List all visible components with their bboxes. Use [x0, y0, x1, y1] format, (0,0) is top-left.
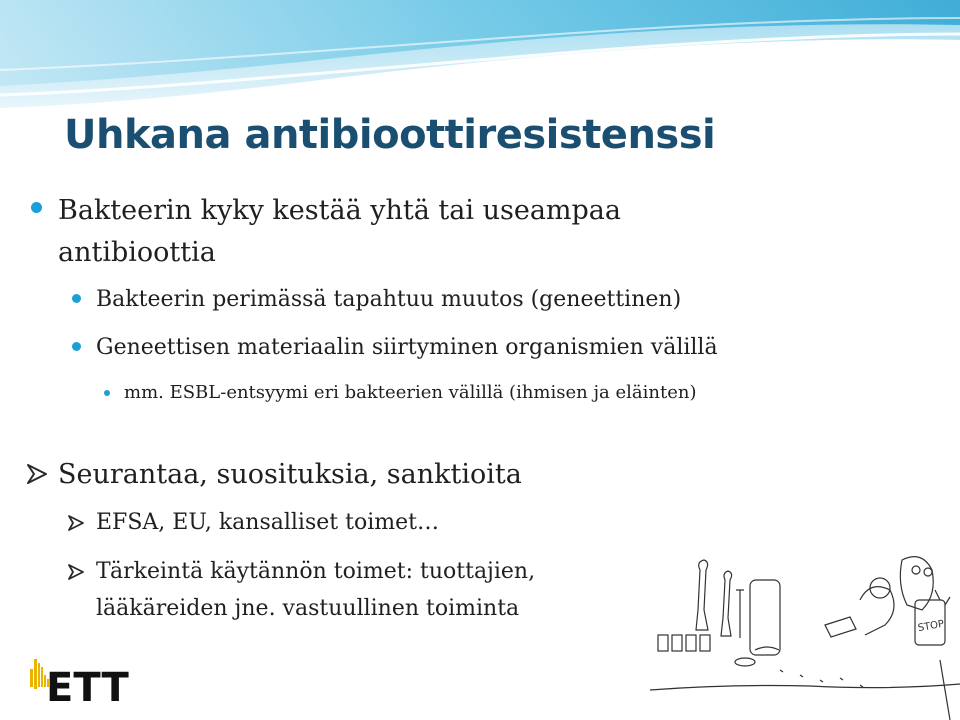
- ett-logo: [30, 645, 130, 705]
- bullet-2-sub-2-line2: lääkäreiden jne. vastuullinen toiminta: [96, 596, 520, 621]
- cartoon-illustration: [640, 540, 960, 720]
- bullet-2-text: Seurantaa, suosituksia, sanktioita: [58, 459, 522, 490]
- header-wave-decoration: [0, 0, 960, 120]
- bullet-2-sub-1: EFSA, EU, kansalliset toimet…: [96, 510, 439, 535]
- arrow-bullet-icon: [26, 463, 48, 485]
- bullet-1-text-line2: antibioottia: [58, 237, 216, 268]
- bullet-1-text-line1: Bakteerin kyky kestää yhtä tai useampaa: [58, 195, 621, 226]
- stop-sign-text: STOP: [917, 618, 945, 635]
- bullet-2-sub-2-line1: Tärkeintä käytännön toimet: tuottajien,: [96, 559, 536, 584]
- bullet-dot-icon: [72, 294, 81, 303]
- slide-title: Uhkana antibioottiresistenssi: [64, 112, 716, 158]
- bullet-1-sub-1: Bakteerin perimässä tapahtuu muutos (geneettinen): [96, 287, 682, 312]
- bullet-dot-icon: [104, 390, 110, 396]
- arrow-bullet-icon: [68, 564, 84, 580]
- bullet-dot-icon: [31, 202, 42, 213]
- ett-logo-text: ETT: [46, 665, 129, 705]
- bullet-dot-icon: [72, 342, 81, 351]
- arrow-bullet-icon: [68, 515, 84, 531]
- bullet-1-sub-2: Geneettisen materiaalin siirtyminen organismien välillä: [96, 335, 718, 360]
- bullet-1-sub-2-sub-1: mm. ESBL-entsyymi eri bakteerien välillä (ihmisen ja eläinten): [124, 382, 697, 403]
